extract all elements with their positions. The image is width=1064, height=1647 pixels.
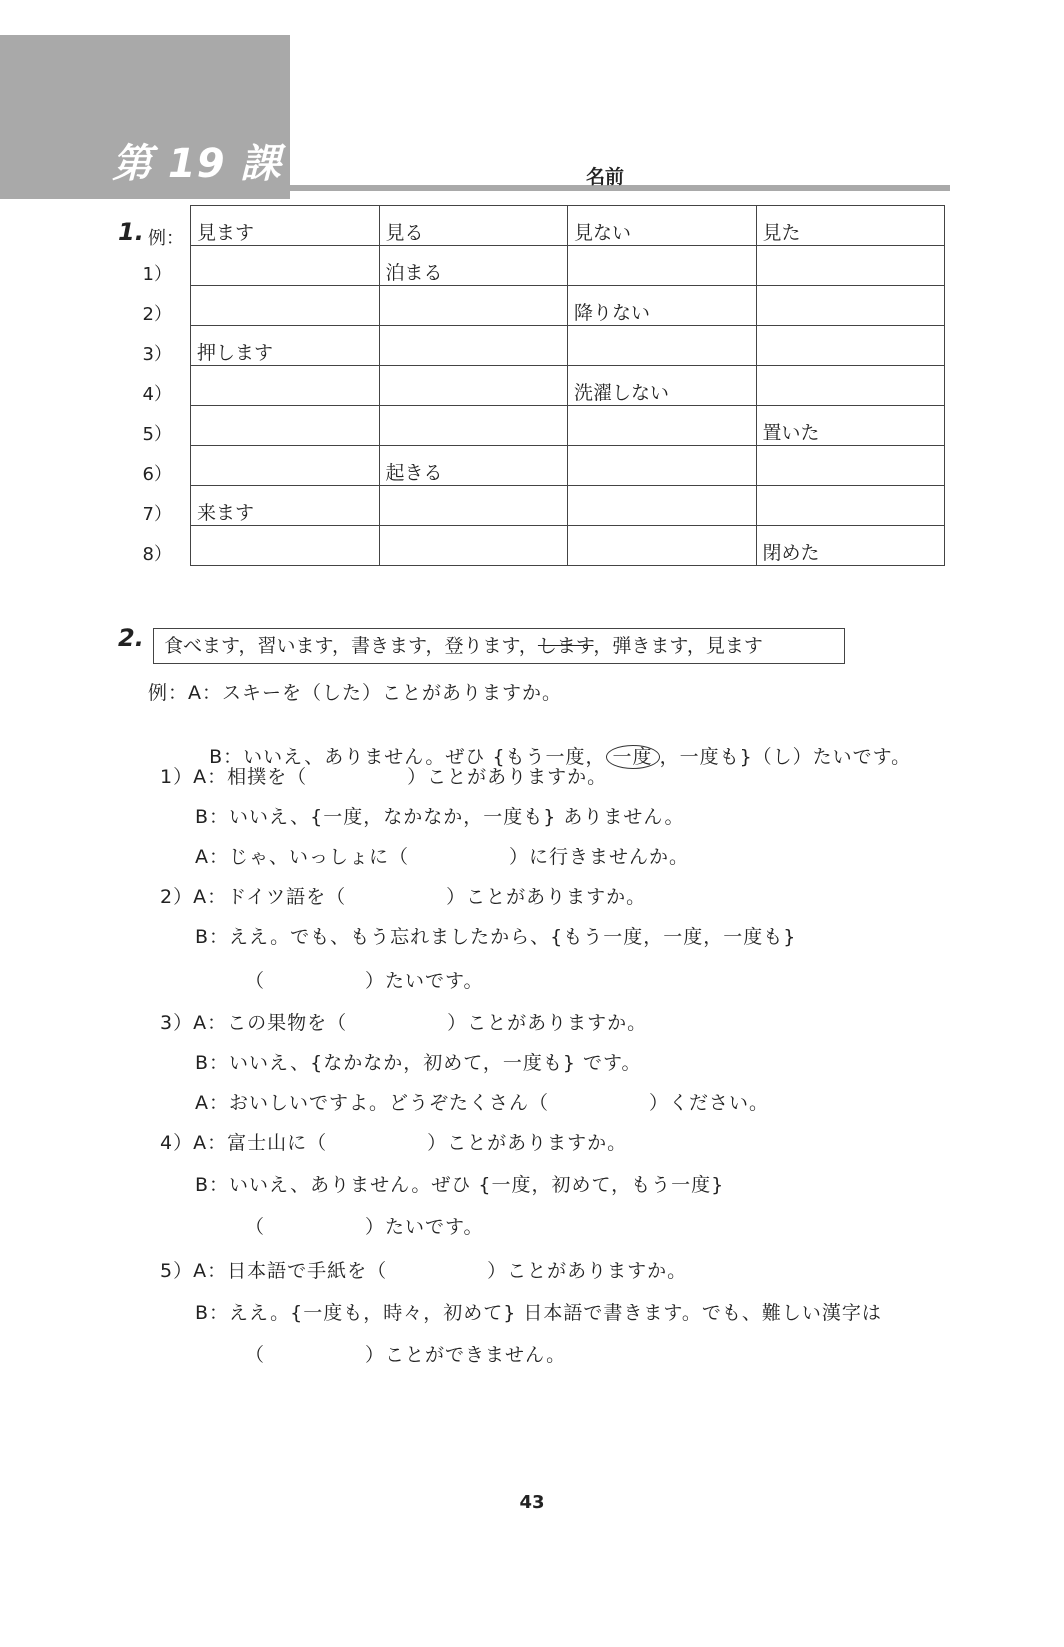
table-cell: 泊まる (379, 246, 568, 286)
question-line[interactable]: 1）A：相撲を（ ）ことがありますか。 (160, 766, 608, 788)
table-cell: 見ない (568, 206, 757, 246)
row-label: 6） (142, 464, 172, 485)
table-cell: 降りない (568, 286, 757, 326)
table-cell[interactable] (568, 526, 757, 566)
example-line-a: 例：A：スキーを（した）ことがありますか。 (148, 682, 562, 704)
table-cell[interactable] (756, 326, 945, 366)
question-line[interactable]: （ ）ことができません。 (245, 1344, 567, 1366)
question-line[interactable]: B：いいえ、{一度，なかなか，一度も} ありません。 (195, 806, 685, 828)
table-cell: 来ます (191, 486, 380, 526)
table-cell: 閉めた (756, 526, 945, 566)
table-cell[interactable] (756, 366, 945, 406)
table-row (191, 326, 945, 366)
table-cell[interactable] (756, 246, 945, 286)
table-cell[interactable] (568, 326, 757, 366)
table-cell[interactable] (191, 286, 380, 326)
question-line[interactable]: A：じゃ、いっしょに（ ）に行きませんか。 (195, 846, 689, 868)
exercise-2-number: 2. (118, 624, 144, 652)
table-cell[interactable] (191, 246, 380, 286)
word-box (153, 628, 845, 664)
question-line[interactable]: B：いいえ、{なかなか，初めて，一度も} です。 (195, 1052, 642, 1074)
example-line-b-text: B：いいえ、ありません。ぜひ {もう一度， (209, 746, 606, 768)
row-label: 7） (142, 504, 172, 525)
table-cell: 見た (756, 206, 945, 246)
question-line[interactable]: 2）A：ドイツ語を（ ）ことがありますか。 (160, 886, 647, 908)
word-box-text: 食べます，習います，書きます，登ります， (164, 635, 538, 657)
table-cell[interactable] (191, 406, 380, 446)
table-cell: 起きる (379, 446, 568, 486)
table-cell[interactable] (568, 486, 757, 526)
question-line[interactable]: （ ）たいです。 (245, 1216, 484, 1238)
exercise-1-number: 1. (118, 218, 144, 246)
table-cell[interactable] (379, 526, 568, 566)
conjugation-table (190, 205, 945, 566)
question-line[interactable]: B：ええ。{一度も，時々，初めて} 日本語で書きます。でも、難しい漢字は (195, 1302, 882, 1324)
question-line[interactable]: A：おいしいですよ。どうぞたくさん（ ）ください。 (195, 1092, 769, 1114)
table-row (191, 486, 945, 526)
table-row (191, 286, 945, 326)
table-row (191, 526, 945, 566)
row-label: 3） (142, 344, 172, 365)
table-cell[interactable] (379, 486, 568, 526)
row-label: 4） (142, 384, 172, 405)
lesson-title: 第 19 課 (112, 141, 282, 187)
table-row (191, 446, 945, 486)
example-line-b-text: ，一度も}（し）たいです。 (659, 746, 912, 768)
table-cell: 洗濯しない (568, 366, 757, 406)
question-line[interactable]: B：ええ。でも、もう忘れましたから、{もう一度，一度，一度も} (195, 926, 797, 948)
table-row (191, 246, 945, 286)
table-cell: 見る (379, 206, 568, 246)
table-cell[interactable] (191, 446, 380, 486)
word-box-struck-word: します (537, 635, 594, 657)
table-cell[interactable] (379, 406, 568, 446)
table-row (191, 366, 945, 406)
table-cell[interactable] (379, 326, 568, 366)
row-label: 5） (142, 424, 172, 445)
table-cell: 押します (191, 326, 380, 366)
row-label: 2） (142, 304, 172, 325)
table-cell[interactable] (379, 366, 568, 406)
word-box-text: ，弾きます，見ます (593, 635, 763, 657)
table-cell[interactable] (568, 446, 757, 486)
table-cell: 置いた (756, 406, 945, 446)
table-cell[interactable] (756, 446, 945, 486)
circled-answer: 一度 (606, 745, 660, 769)
table-cell[interactable] (191, 526, 380, 566)
table-cell: 見ます (191, 206, 380, 246)
question-line[interactable]: （ ）たいです。 (245, 970, 484, 992)
table-cell[interactable] (756, 486, 945, 526)
row-label: 1） (142, 264, 172, 285)
table-cell[interactable] (756, 286, 945, 326)
row-label: 8） (142, 544, 172, 565)
table-cell[interactable] (379, 286, 568, 326)
question-line[interactable]: B：いいえ、ありません。ぜひ {一度，初めて，もう一度} (195, 1174, 725, 1196)
name-label: 名前 (586, 166, 625, 188)
table-row (191, 206, 945, 246)
question-line[interactable]: 3）A：この果物を（ ）ことがありますか。 (160, 1012, 648, 1034)
page-number: 43 (519, 1492, 545, 1513)
table-cell[interactable] (568, 406, 757, 446)
question-line[interactable]: 4）A：富士山に（ ）ことがありますか。 (160, 1132, 628, 1154)
exercise-1-example-label: 例： (148, 228, 184, 249)
table-cell[interactable] (191, 366, 380, 406)
question-line[interactable]: 5）A：日本語で手紙を（ ）ことがありますか。 (160, 1260, 688, 1282)
table-cell[interactable] (568, 246, 757, 286)
table-row (191, 406, 945, 446)
